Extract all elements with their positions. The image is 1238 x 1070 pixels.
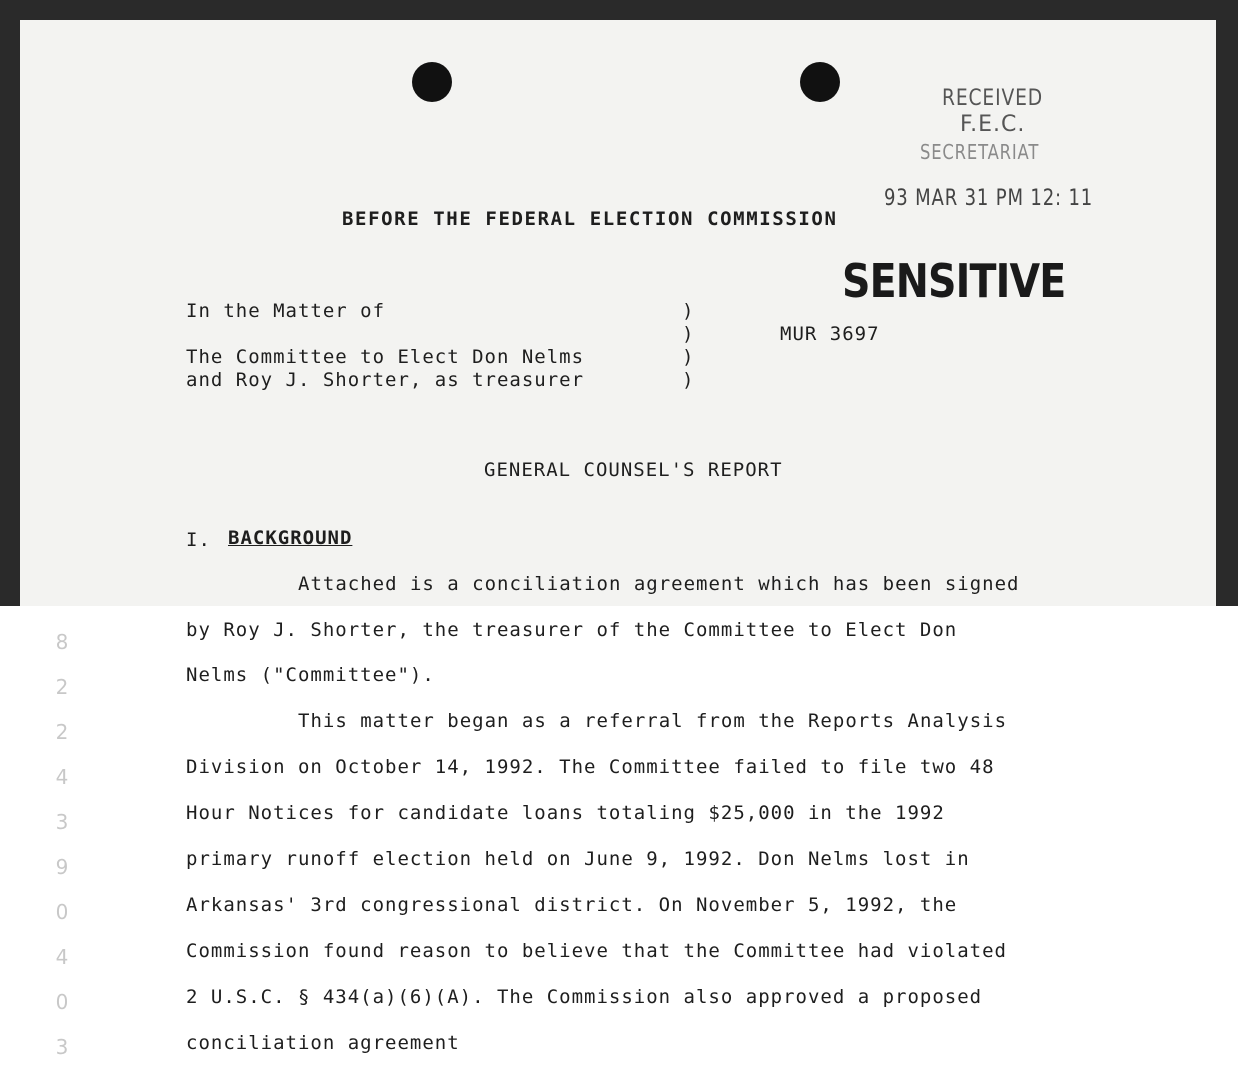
punch-hole-left	[412, 62, 452, 102]
mur-number: MUR 3697	[780, 323, 880, 345]
stamp-date: 93 MAR 31 PM 12: 11	[884, 186, 1094, 211]
paragraph-line: Division on October 14, 1992. The Committee failed to file two 48	[186, 756, 995, 778]
paragraph-line: Commission found reason to believe that the Committee had violated	[186, 940, 1007, 962]
margin-digit: 9	[55, 855, 69, 879]
paragraph-line: Nelms ("Committee").	[186, 664, 435, 686]
section-number: I.	[186, 529, 211, 551]
margin-document-number	[50, 620, 74, 1070]
margin-digit: 3	[55, 810, 69, 834]
margin-digit: 0	[55, 900, 69, 924]
commission-title: BEFORE THE FEDERAL ELECTION COMMISSION	[342, 208, 838, 230]
margin-digit: 2	[55, 675, 69, 699]
margin-digit: 4	[55, 765, 69, 789]
punch-hole-right	[800, 62, 840, 102]
paragraph-line: Attached is a conciliation agreement which has been signed	[298, 573, 1020, 595]
received-stamp	[880, 86, 1110, 226]
bracket-mark: )	[682, 369, 694, 391]
paragraph-line: by Roy J. Shorter, the treasurer of the Committee to Elect Don	[186, 619, 958, 641]
caption-line-2: The Committee to Elect Don Nelms	[186, 346, 585, 368]
stamp-fec: F.E.C.	[960, 112, 1026, 137]
paragraph-line: Arkansas' 3rd congressional district. On November 5, 1992, the	[186, 894, 958, 916]
margin-digit: 0	[55, 990, 69, 1014]
bracket-mark: )	[682, 300, 694, 322]
paragraph-line: 2 U.S.C. § 434(a)(6)(A). The Commission also approved a proposed	[186, 986, 983, 1008]
margin-digit: 3	[55, 1035, 69, 1059]
bracket-mark: )	[682, 346, 694, 368]
margin-digit: 2	[55, 720, 69, 744]
stamp-secretariat: SECRETARIAT	[920, 140, 1040, 164]
paragraph-line: conciliation agreement	[186, 1032, 460, 1054]
caption-line-1: In the Matter of	[186, 300, 386, 322]
stamp-received: RECEIVED	[942, 86, 1044, 111]
section-heading: BACKGROUND	[228, 527, 353, 549]
report-title: GENERAL COUNSEL'S REPORT	[484, 459, 783, 481]
sensitive-stamp: SENSITIVE	[842, 254, 1066, 308]
paragraph-line: primary runoff election held on June 9, 1992. Don Nelms lost in	[186, 848, 970, 870]
margin-digit: 4	[55, 945, 69, 969]
caption-line-3: and Roy J. Shorter, as treasurer	[186, 369, 585, 391]
margin-digit: 8	[55, 630, 69, 654]
paragraph-line: This matter began as a referral from the Reports Analysis	[298, 710, 1008, 732]
paragraph-line: Hour Notices for candidate loans totaling $25,000 in the 1992	[186, 802, 945, 824]
bracket-mark: )	[682, 323, 694, 345]
